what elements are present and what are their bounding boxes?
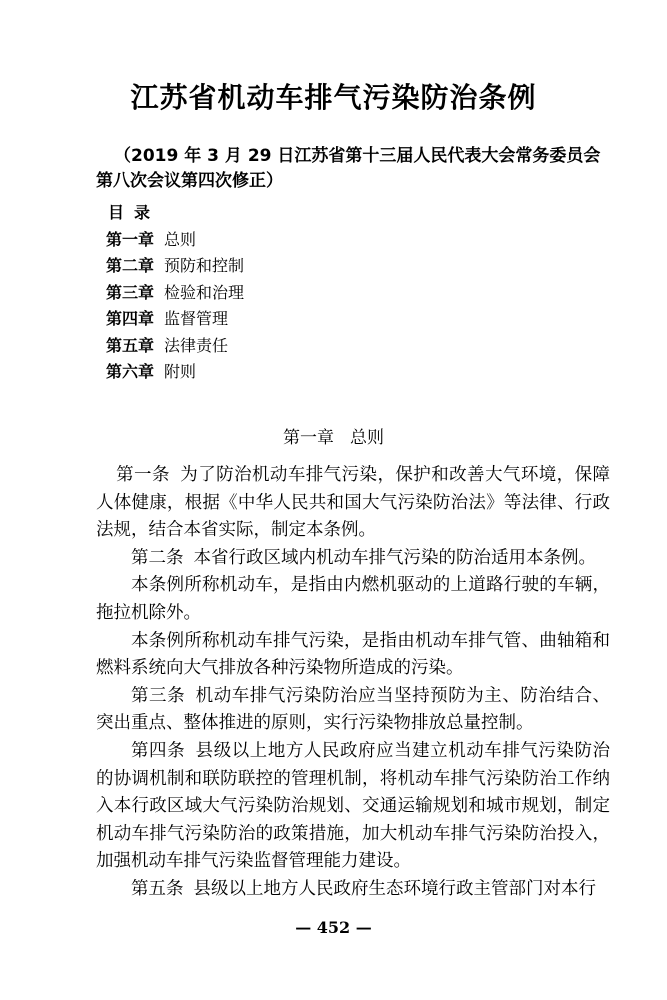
toc-item-number: 第三章 xyxy=(106,282,155,302)
page-number: — 452 — xyxy=(295,918,372,937)
toc-item-number: 第一章 xyxy=(106,229,155,249)
toc-item-name: 法律责任 xyxy=(164,335,229,355)
article-number: 第一条 xyxy=(116,465,170,485)
paragraph-article-2-clause-3 xyxy=(96,628,610,683)
toc-item-number: 第五章 xyxy=(106,335,155,355)
article-number: 第三条 xyxy=(131,685,186,706)
document-body xyxy=(96,462,610,904)
document-title: 江苏省机动车排气污染防治条例 xyxy=(130,81,537,114)
chapter-number: 第一章 xyxy=(283,428,334,448)
article-number: 第二条 xyxy=(131,547,184,568)
paragraph-article-2-clause-2 xyxy=(96,572,610,627)
paragraph-text: 县级以上地方人民政府生态环境行政主管部门对本行 xyxy=(193,878,596,899)
toc-item-number: 第二章 xyxy=(106,256,155,275)
chapter-name: 总则 xyxy=(350,428,384,448)
toc-item-number: 第六章 xyxy=(106,362,155,381)
article-number: 第五条 xyxy=(131,878,184,899)
revision-note xyxy=(96,144,608,194)
toc-item-name: 监督管理 xyxy=(164,309,229,328)
toc-item-chapter-1 xyxy=(106,227,406,254)
toc-item-chapter-6 xyxy=(106,359,406,386)
toc-item-chapter-4 xyxy=(106,306,406,333)
table-of-contents xyxy=(106,200,406,386)
toc-item-name: 附则 xyxy=(164,362,197,381)
toc-item-chapter-3 xyxy=(106,280,406,307)
toc-item-chapter-2 xyxy=(106,253,406,280)
toc-item-chapter-5 xyxy=(106,333,406,360)
chapter-heading xyxy=(0,426,667,450)
toc-item-name: 检验和治理 xyxy=(164,282,245,302)
paragraph-text: 本条例所称机动车排气污染，是指由机动车排气管、曲轴箱和燃料系统向大气排放各种污染物所造成的污染。 xyxy=(96,630,610,679)
paragraph-text: 本条例所称机动车，是指由内燃机驱动的上道路行驶的车辆，拖拉机除外。 xyxy=(96,575,610,623)
toc-heading: 目录 xyxy=(108,203,161,222)
revision-note-line-1: （2019 年 3 月 29 日江苏省第十三届人民代表大会常务委员会 xyxy=(114,146,601,166)
paragraph-article-5 xyxy=(96,876,610,904)
paragraph-text: 县级以上地方人民政府应当建立机动车排气污染防治的协调机制和联防联控的管理机制，将机动车排气污染防治工作纳入本行政区域大气污染防治规划、交通运输规划和城市规划，制定机动车排气污染防治的政策措施，加大机动车排气污染防治投入，加强机动车排气污染监督管理能力建设。 xyxy=(96,740,611,872)
toc-item-name: 预防和控制 xyxy=(164,256,245,275)
paragraph-text: 本省行政区域内机动车排气污染的防治适用本条例。 xyxy=(193,547,596,568)
toc-item-name: 总则 xyxy=(164,229,197,249)
paragraph-text: 机动车排气污染防治应当坚持预防为主、防治结合、突出重点、整体推进的原则，实行污染物排放总量控制。 xyxy=(96,685,611,734)
paragraph-article-1 xyxy=(96,462,610,545)
paragraph-article-3 xyxy=(96,683,610,738)
paragraph-text: 为了防治机动车排气污染，保护和改善大气环境，保障人体健康，根据《中华人民共和国大气污染防治法》等法律、行政法规，结合本省实际，制定本条例。 xyxy=(96,465,610,541)
paragraph-article-2 xyxy=(96,545,610,573)
paragraph-article-4 xyxy=(96,738,610,876)
toc-item-number: 第四章 xyxy=(106,309,155,328)
article-number: 第四条 xyxy=(131,740,186,761)
revision-note-line-2: 第八次会议第四次修正） xyxy=(96,171,283,191)
